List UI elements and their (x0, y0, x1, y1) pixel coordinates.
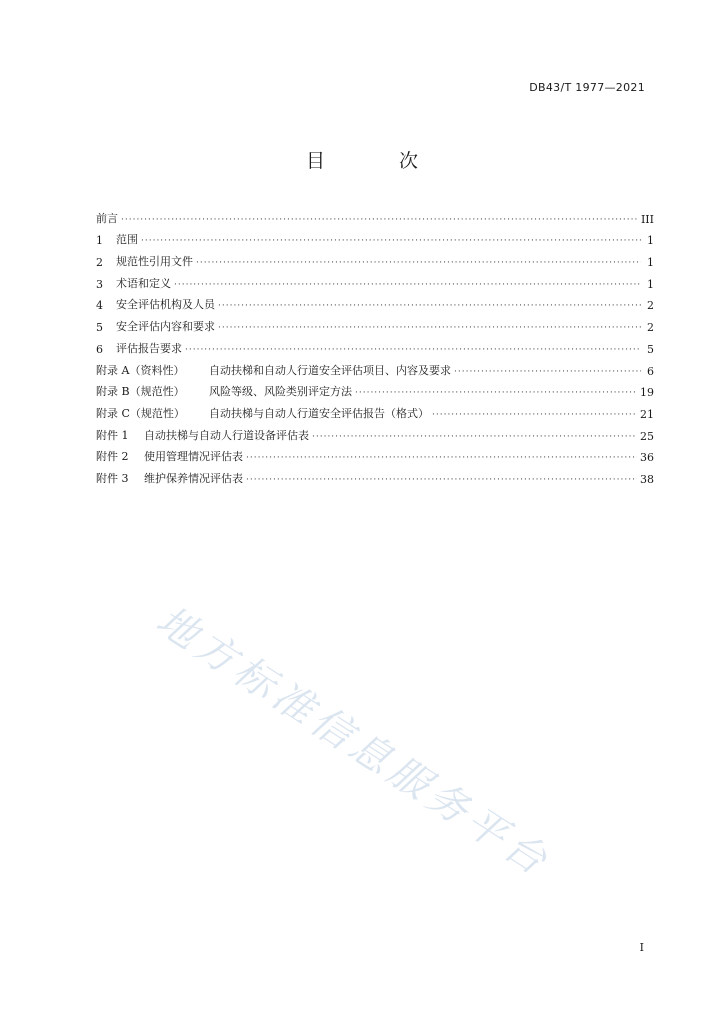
watermark: 地方标准信息服务平台 (148, 597, 559, 887)
toc-entry-number: 附件 2 (96, 450, 129, 464)
toc-entry-label: 安全评估机构及人员 (116, 298, 215, 312)
dot-leader (432, 410, 637, 421)
dot-leader (246, 475, 637, 486)
dot-leader (246, 453, 637, 464)
dot-leader (196, 258, 641, 269)
toc-entry-page: 1 (647, 234, 654, 248)
page-number: I (639, 941, 644, 954)
toc-entry-5[interactable] (96, 312, 654, 334)
dot-leader (174, 280, 641, 291)
toc-entry-page: 2 (647, 321, 654, 335)
toc-entry-label: 自动扶梯与自动人行道设备评估表 (144, 428, 309, 442)
toc-entry-page: 5 (647, 342, 654, 356)
toc-entry-6[interactable] (96, 334, 654, 356)
toc-entry-page: 21 (640, 407, 654, 421)
toc-entry-appendix-b[interactable] (96, 378, 654, 400)
toc-entry-number: 4 (96, 299, 103, 313)
table-of-contents (96, 204, 654, 486)
toc-entry-number: 附录 B（规范性） (96, 385, 185, 399)
toc-entry-attachment-1[interactable] (96, 421, 654, 443)
toc-entry-label: 安全评估内容和要求 (116, 320, 215, 334)
toc-entry-foreword[interactable] (96, 204, 654, 226)
toc-entry-label: 规范性引用文件 (116, 255, 193, 269)
toc-entry-label: 范围 (116, 233, 138, 247)
toc-entry-label: 风险等级、风险类别评定方法 (209, 385, 352, 399)
dot-leader (218, 323, 641, 334)
toc-entry-number: 附录 A（资料性） (96, 363, 185, 377)
toc-entry-3[interactable] (96, 269, 654, 291)
toc-entry-page: 2 (647, 299, 654, 313)
toc-entry-label: 前言 (96, 211, 118, 225)
toc-entry-number: 附录 C（规范性） (96, 406, 185, 420)
toc-entry-page: 36 (640, 451, 654, 465)
toc-entry-number: 2 (96, 256, 103, 270)
dot-leader (141, 236, 641, 247)
dot-leader (454, 367, 641, 378)
toc-entry-page: 6 (647, 364, 654, 378)
toc-entry-1[interactable] (96, 226, 654, 248)
toc-entry-number: 6 (96, 342, 103, 356)
toc-entry-page: 19 (640, 386, 654, 400)
dot-leader (121, 215, 638, 226)
toc-entry-attachment-3[interactable] (96, 464, 654, 486)
toc-entry-page: 1 (647, 277, 654, 291)
dot-leader (312, 432, 637, 443)
dot-leader (355, 388, 637, 399)
toc-entry-number: 附件 1 (96, 428, 129, 442)
toc-entry-label: 评估报告要求 (116, 341, 182, 355)
toc-entry-page: 38 (640, 472, 654, 486)
toc-entry-label: 自动扶梯和自动人行道安全评估项目、内容及要求 (209, 363, 451, 377)
toc-entry-appendix-a[interactable] (96, 356, 654, 378)
toc-entry-4[interactable] (96, 291, 654, 313)
toc-entry-number: 1 (96, 234, 103, 248)
toc-entry-number: 3 (96, 277, 103, 291)
toc-entry-label: 自动扶梯与自动人行道安全评估报告（格式） (209, 406, 429, 420)
toc-entry-label: 使用管理情况评估表 (144, 450, 243, 464)
toc-entry-page: 1 (647, 256, 654, 270)
toc-entry-number: 附件 3 (96, 471, 129, 485)
toc-entry-page: 25 (640, 429, 654, 443)
toc-entry-appendix-c[interactable] (96, 399, 654, 421)
toc-entry-label: 术语和定义 (116, 276, 171, 290)
page-title: 目 次 (305, 150, 453, 172)
toc-entry-2[interactable] (96, 247, 654, 269)
toc-entry-page: III (640, 212, 654, 226)
toc-entry-number: 5 (96, 321, 103, 335)
dot-leader (218, 301, 641, 312)
document-code: DB43/T 1977—2021 (529, 81, 645, 94)
toc-entry-label: 维护保养情况评估表 (144, 471, 243, 485)
toc-entry-attachment-2[interactable] (96, 443, 654, 465)
dot-leader (185, 345, 641, 356)
